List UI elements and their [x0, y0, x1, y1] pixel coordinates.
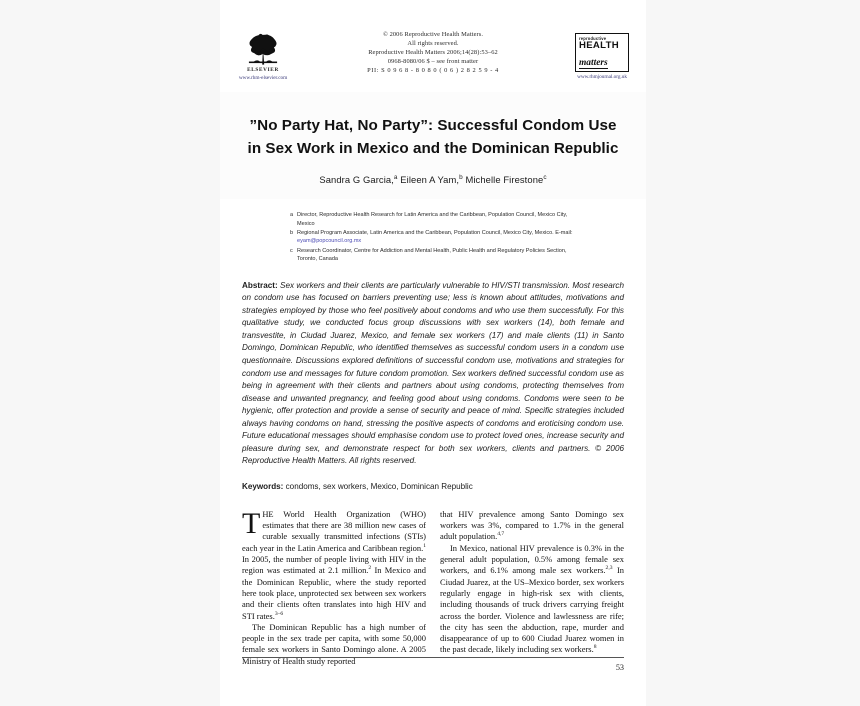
- elsevier-logo: [226, 31, 300, 81]
- page-title: ”No Party Hat, No Party”: Successful Condom Use in Sex Work in Mexico and the Dominican Republic: [247, 117, 619, 157]
- elsevier-tree-icon: [243, 31, 283, 67]
- body-paragraph: The Dominican Republic has a high number of people in the sex trade per capita, with some 50,000 female sex workers in Santo Domingo alone. A 2005 Ministry of Health study reported: [242, 621, 426, 666]
- author-list: Sandra G Garcia,$^a$ Eileen A Yam,$^b$ Michelle Firestone$^c$: [319, 174, 547, 186]
- pii-line: PII: S 0 9 6 8 - 8 0 8 0 ( 0 6 ) 2 8 2 5 9 - 4: [367, 67, 499, 75]
- abstract-label: Abstract:: [242, 280, 278, 290]
- abstract-section: [242, 280, 624, 491]
- rhm-logo-line-3: matters: [579, 57, 608, 68]
- keywords-label: Keywords:: [242, 481, 284, 491]
- citation-line: Reproductive Health Matters 2006;14(28):53–62: [368, 49, 498, 57]
- body-columns: [242, 506, 624, 667]
- affiliation-text: Regional Program Associate, Latin America and the Caribbean, Population Council, Mexico City, Mexico. E-mail:: [297, 229, 573, 236]
- issn-line: 0968-8080/06 $ – see front matter: [387, 58, 479, 66]
- title-band: [220, 92, 646, 199]
- body-paragraph: that HIV prevalence among Santo Domingo sex workers was 3%, compared to 1.7% in the general adult population.$^{4,7}$: [440, 508, 624, 542]
- footer-divider: [242, 657, 624, 658]
- rhm-logo: [562, 33, 642, 80]
- copyright-line-2: All rights reserved.: [407, 40, 459, 48]
- affiliation-text: Research Coordinator, Centre for Addiction and Mental Health, Public Health and Regulatory Policies Section, Toronto, Canada: [297, 247, 567, 263]
- elsevier-wordmark: ELSEVIER: [247, 67, 279, 73]
- affiliation-marker: c: [290, 247, 293, 254]
- elsevier-url[interactable]: www.rhm-elsevier.com: [238, 75, 288, 81]
- affiliation-marker: a: [290, 212, 294, 219]
- body-paragraph: THE World Health Organization (WHO) estimates that there are 38 million new cases of curable sexually transmitted infections (STIs) each year in the Latin America and Caribbean region.$^1$ In 2005, the number of people living with HIV in the region was estimated at 2.1 million.$^2$ In Mexico and the Dominican Republic, where the study reported here took place, unprotected sex between sex workers and their clients often translates into high HIV and STI rates.$^{3-6}$: [242, 506, 426, 621]
- abstract-body: Sex workers and their clients are particularly vulnerable to HIV/STI transmission. Most research on condom use has focused on barriers preventing use; less is known about attitudes, motivations and strategies employed by those who feel positively about condoms and who use them successfully. For this qualitative study, we conducted focus group discussions with sex workers (14), both female and transvestite, in Ciudad Juarez, Mexico, and female sex workers (17) and male clients (11) in Santo Domingo, Dominican Republic, who identified themselves as successful condom users in a condom use questionnaire. Discussions explored definitions of successful condom use, motivations and strategies for condom use and messages for future condom promotion. Sex workers defined successful condom use as being in agreement with their clients and partners about using condoms, protecting themselves from disease and unwanted pregnancy, and feeling good about using condoms. Condoms were seen to be hygienic, offer protection and provide a sense of security and peace of mind. Specific strategies included always having condoms on hand, stressing the positive aspects of condoms and eroticising condom use. Future educational messages should emphasise condom use to protect loved ones, increase security and pleasure during sex, and demonstrate respect for both sex workers, clients and partners. © 2006 Reproductive Health Matters. All rights reserved.: [242, 280, 624, 466]
- masthead: [220, 0, 646, 92]
- page-number: 53: [615, 663, 624, 672]
- body-column-left: [242, 506, 426, 667]
- rhm-logo-line-1: reproductive: [579, 36, 607, 41]
- rhm-logo-line-2: HEALTH: [579, 40, 619, 51]
- body-paragraph: In Mexico, national HIV prevalence is 0.3% in the general adult population, 0.5% among female sex workers, and 6.1% among male sex workers.$^{2,3}$ In Ciudad Juarez, at the US–Mexico border, sex workers regularly engage in high-risk sex with clients, including thousands of truck drivers carrying freight across the border. Violence and lawlessness are rife; the city has seen the abduction, rape, murder and disappearance of up to 600 Ciudad Juarez women in the past decade, likely including sex workers.$^8$: [440, 542, 624, 655]
- author-email-link[interactable]: eyam@popcouncil.org.mx: [297, 238, 362, 245]
- page-footer: [242, 657, 624, 672]
- affiliation-a: [290, 211, 576, 228]
- affiliation-text: Director, Reproductive Health Research for Latin America and the Caribbean, Population Council, Mexico City, Mexico: [297, 212, 568, 227]
- rhm-url[interactable]: www.rhmjournal.org.uk: [577, 73, 627, 80]
- keywords-values: condoms, sex workers, Mexico, Dominican Republic: [283, 481, 473, 491]
- keywords-line: [242, 482, 624, 491]
- rhm-logo-box: [575, 33, 629, 72]
- affiliations-block: [290, 211, 576, 264]
- body-column-right: [440, 509, 624, 667]
- affiliation-marker: b: [290, 229, 294, 236]
- affiliation-b: [290, 229, 576, 246]
- affiliation-c: [290, 247, 576, 264]
- abstract-paragraph: [242, 280, 624, 468]
- journal-page: [220, 0, 646, 706]
- copyright-line-1: © 2006 Reproductive Health Matters.: [382, 31, 484, 38]
